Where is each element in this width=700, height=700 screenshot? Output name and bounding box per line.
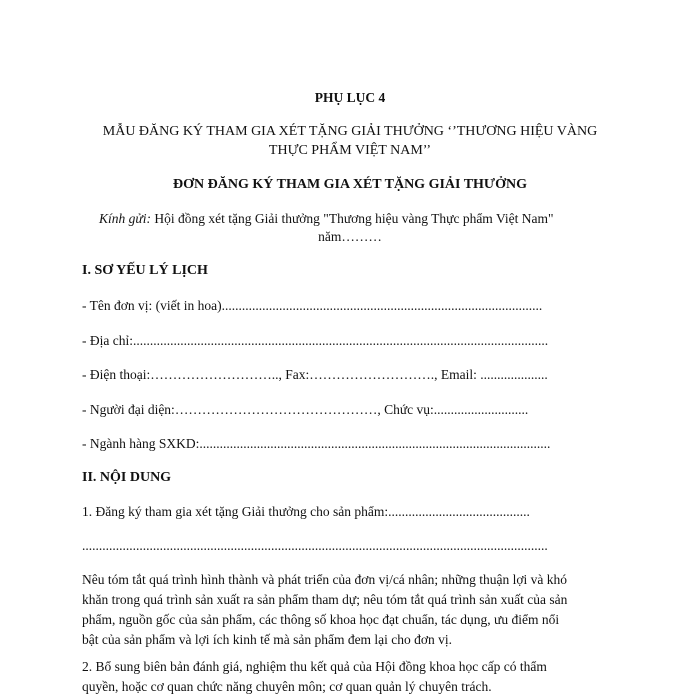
addressee-line bbox=[99, 211, 554, 227]
item-1-description-line: bật của sản phẩm và lợi ích kinh tế mà sản phẩm đem lại cho đơn vị. bbox=[82, 632, 453, 647]
field-unit-name: - Tên đơn vị: (viết in hoa)............................................................................................... bbox=[82, 298, 543, 313]
field-business-sector: - Ngành hàng SXKD:........................................................................................................ bbox=[82, 436, 551, 451]
form-template-title-line-1: MẪU ĐĂNG KÝ THAM GIA XÉT TẶNG GIẢI THƯỞNG ‘’THƯƠNG HIỆU VÀNG bbox=[102, 124, 598, 139]
item-2-line: quyền, hoặc cơ quan chức năng chuyên môn; cơ quan quản lý chuyên trách. bbox=[82, 679, 492, 694]
addressee-year-line: năm……… bbox=[318, 229, 382, 244]
field-representative-position: - Người đại diện:………………………………………, Chức vụ:............................ bbox=[82, 402, 529, 417]
item-2-line: 2. Bổ sung biên bản đánh giá, nghiệm thu kết quả của Hội đồng khoa học cấp có thẩm bbox=[82, 659, 547, 674]
field-address: - Địa chỉ:........................................................................................................................... bbox=[82, 333, 549, 348]
item-1-product-registration: 1. Đăng ký tham gia xét tặng Giải thưởng cho sản phẩm:.......................................... bbox=[82, 504, 530, 519]
item-2-supplement bbox=[82, 657, 624, 697]
form-title: ĐƠN ĐĂNG KÝ THAM GIA XÉT TẶNG GIẢI THƯỞNG bbox=[173, 177, 527, 192]
section-1-heading: I. SƠ YẾU LÝ LỊCH bbox=[82, 263, 208, 278]
addressee-label: Kính gửi: bbox=[99, 211, 151, 226]
form-template-title-line-2: THỰC PHẨM VIỆT NAM’’ bbox=[268, 143, 432, 158]
item-1-description-line: khăn trong quá trình sản xuất ra sản phẩm tham dự; nêu tóm tắt quá trình sản xuất của sản bbox=[82, 592, 568, 607]
item-1-description bbox=[82, 570, 624, 650]
section-2-heading: II. NỘI DUNG bbox=[82, 470, 172, 485]
field-phone-fax-email: - Điện thoại:……………………….., Fax:………………………., Email: .................... bbox=[82, 367, 548, 382]
item-1-description-line: Nêu tóm tắt quá trình hình thành và phát triển của đơn vị/cá nhân; những thuận lợi và khó bbox=[82, 572, 567, 587]
appendix-title: PHỤ LỤC 4 bbox=[314, 90, 386, 105]
item-1-continuation: .......................................................................................................................................... bbox=[82, 538, 548, 553]
item-1-description-line: phẩm, nguồn gốc của sản phẩm, các thông số khoa học đạt chuẩn, tác dụng, ưu điểm nổi bbox=[82, 612, 560, 627]
addressee-text: Hội đồng xét tặng Giải thưởng "Thương hiệu vàng Thực phẩm Việt Nam" bbox=[151, 211, 554, 226]
